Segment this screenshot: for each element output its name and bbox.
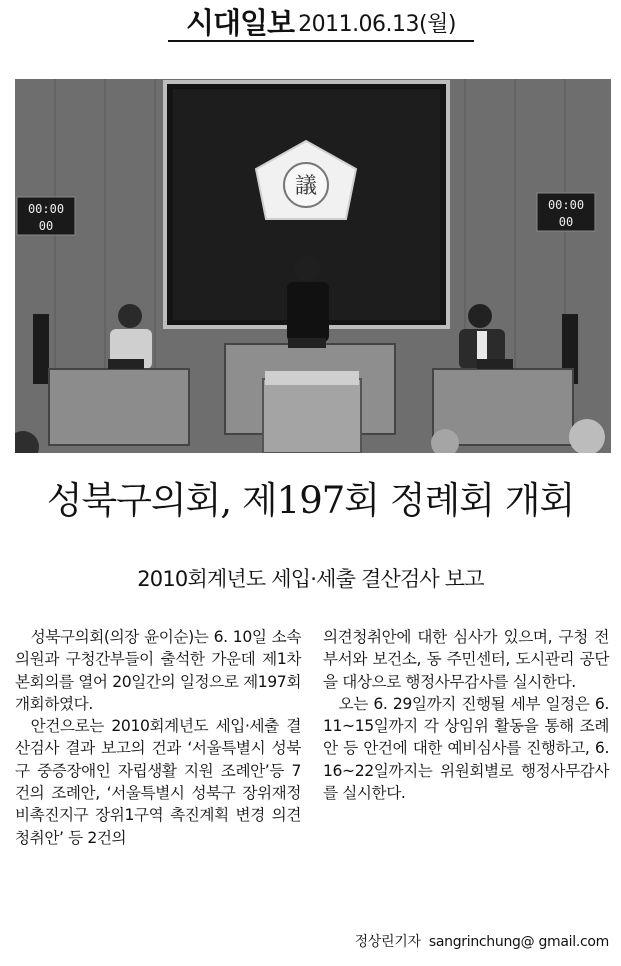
article-column-right [323, 626, 609, 804]
svg-text:00: 00 [558, 215, 574, 229]
svg-text:00:00: 00:00 [27, 202, 65, 216]
paper-name: 시대일보 [186, 6, 295, 40]
news-photo [15, 79, 611, 453]
byline [355, 931, 609, 951]
left-clock [17, 197, 75, 235]
issue-date: 2011.06.13(월) [298, 12, 456, 37]
desk-left [49, 369, 189, 445]
headline: 성북구의회, 제197회 정례회 개회 [46, 479, 575, 522]
right-clock [537, 193, 595, 231]
masthead [168, 4, 474, 42]
article-column-left [15, 626, 301, 849]
emblem-char: 議 [294, 174, 318, 199]
podium [263, 379, 361, 453]
reporter-name: 정상린기자 [354, 934, 421, 950]
article-paragraph: 안건으로는 2010회계년도 세입·세출 결산검사 결과 보고의 건과 ‘서울특별시 성북구 중증장애인 자립생활 지원 조례안’등 7건의 조례안, ‘서울특별시 성북구 장위재정비촉진지구 장위1구역 촉진계획 변경 의견청취안’ 등 2건의 [15, 717, 301, 847]
article-paragraph-continued: 의견청취안에 대한 심사가 있으며, 구청 전부서와 보건소, 동 주민센터, 도시관리 공단을 대상으로 행정사무감사를 실시한다. [323, 628, 609, 691]
reporter-email: sangrinchung@ gmail.com [428, 934, 609, 950]
subheadline: 2010회계년도 세입·세출 결산검사 보고 [137, 567, 484, 591]
svg-text:00: 00 [38, 219, 54, 233]
svg-text:00:00: 00:00 [547, 198, 585, 212]
article-paragraph: 오는 6. 29일까지 진행될 세부 일정은 6. 11~15일까지 각 상임위 활동을 통해 조례안 등 안건에 대한 예비심사를 진행하고, 6. 16~22일까지는 위원회별로 행정사무감사를 실시한다. [323, 694, 609, 803]
article-paragraph: 성북구의회(의장 윤이순)는 6. 10일 소속의원과 구청간부들이 출석한 가운데 제1차 본회의를 열어 20일간의 일정으로 제197회 개회하였다. [15, 628, 301, 713]
